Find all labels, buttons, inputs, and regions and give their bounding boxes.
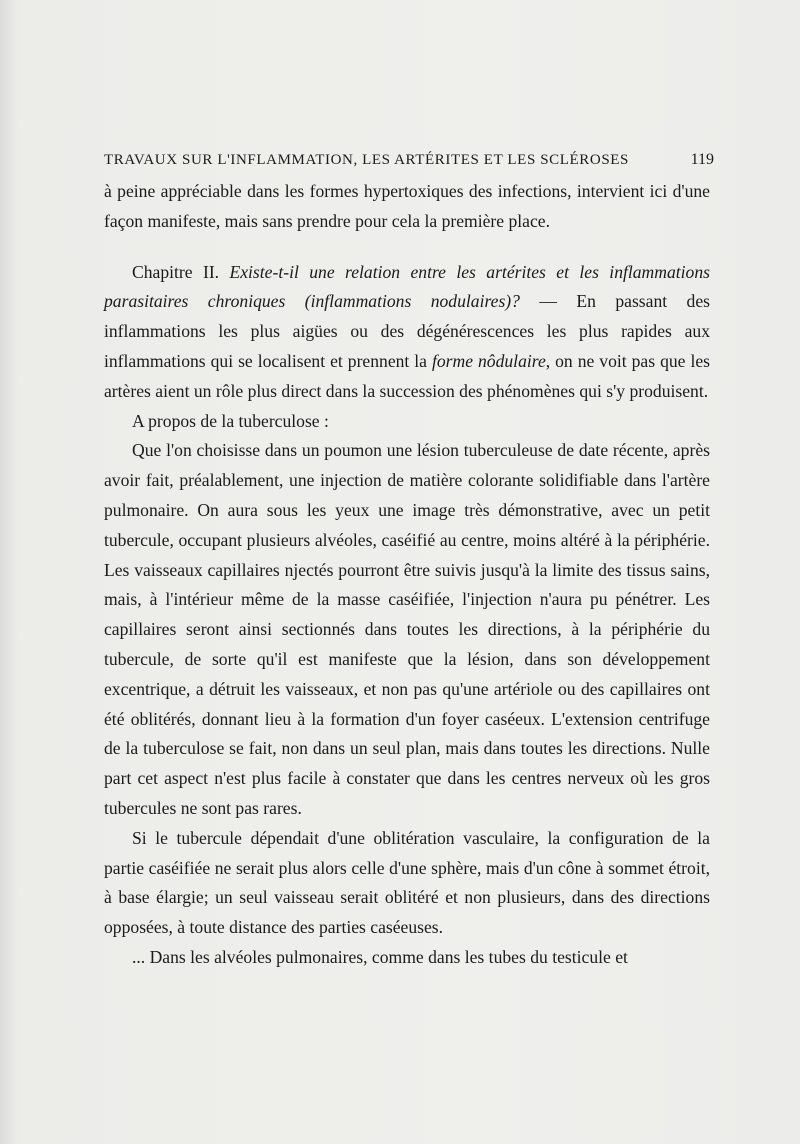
running-title: TRAVAUX SUR L'INFLAMMATION, LES ARTÉRITES ET LES SCLÉROSES bbox=[104, 152, 629, 168]
paragraph-oblitération: Si le tubercule dépendait d'une oblitération vasculaire, la configuration de la partie caséifiée ne serait plus alors celle d'une sphère, mais d'un cône à sommet étroit, à base élargie; un seul vaisseau serait oblitéré et non plusieurs, dans des directions opposées, à toute distance des parties caséeuses. bbox=[104, 827, 710, 938]
chapter-title: Existe-t-il une relation entre les artérites et les inflammations parasitaires chroniques (inflammations nodulaires)? bbox=[104, 261, 710, 312]
chapter-text-a: — En passant des inflammations les plus aigües ou des dégénérescences les plus rapides aux inflammations qui se localisent et prennent la bbox=[104, 291, 710, 371]
paragraph-chapter-two bbox=[104, 258, 710, 407]
paragraph-tuberculose-heading: A propos de la tuberculose : bbox=[132, 410, 329, 431]
paragraph-continuation: à peine appréciable dans les formes hypertoxiques des infections, intervient ici d'une façon manifeste, mais sans prendre pour cela la première place. bbox=[104, 181, 710, 231]
chapter-text-b: , on ne voit pas que les artères aient un rôle plus direct dans la succession des phénomènes qui s'y produisent. bbox=[104, 350, 710, 401]
chapter-emphasis: forme nôdulaire bbox=[431, 350, 546, 371]
chapter-label: Chapitre II. bbox=[132, 261, 220, 282]
paragraph-tuberculose-lesion: Que l'on choisisse dans un poumon une lésion tuberculeuse de date récente, après avoir fait, préalablement, une injection de matière colorante solidifiable dans l'artère pulmonaire. On aura sous les yeux une image très démonstrative, avec un petit tubercule, occupant plusieurs alvéoles, caséifié au centre, moins altéré à la périphérie. Les vaisseaux capillaires njectés pourront être suivis jusqu'à la limite des tissus sains, mais, à l'intérieur même de la masse caséifiée, l'injection n'aura pu pénétrer. Les capillaires seront ainsi sectionnés dans toutes les directions, à la périphérie du tubercule, de sorte qu'il est manifeste que la lésion, dans son développement excentrique, a détruit les vaisseaux, et non pas qu'une artériole ou des capillaires ont été oblitérés, donnant lieu à la formation d'un foyer caséeux. L'extension centrifuge de la tuberculose se fait, non dans un seul plan, mais dans toutes les directions. Nulle part cet aspect n'est plus facile à constater que dans les centres nerveux où les gros tubercules ne sont pas rares. bbox=[104, 440, 710, 818]
running-header bbox=[104, 151, 714, 169]
paragraph-alveoles: ... Dans les alvéoles pulmonaires, comme dans les tubes du testicule et bbox=[132, 946, 628, 967]
body-text bbox=[104, 177, 710, 973]
page-number: 119 bbox=[690, 151, 714, 168]
